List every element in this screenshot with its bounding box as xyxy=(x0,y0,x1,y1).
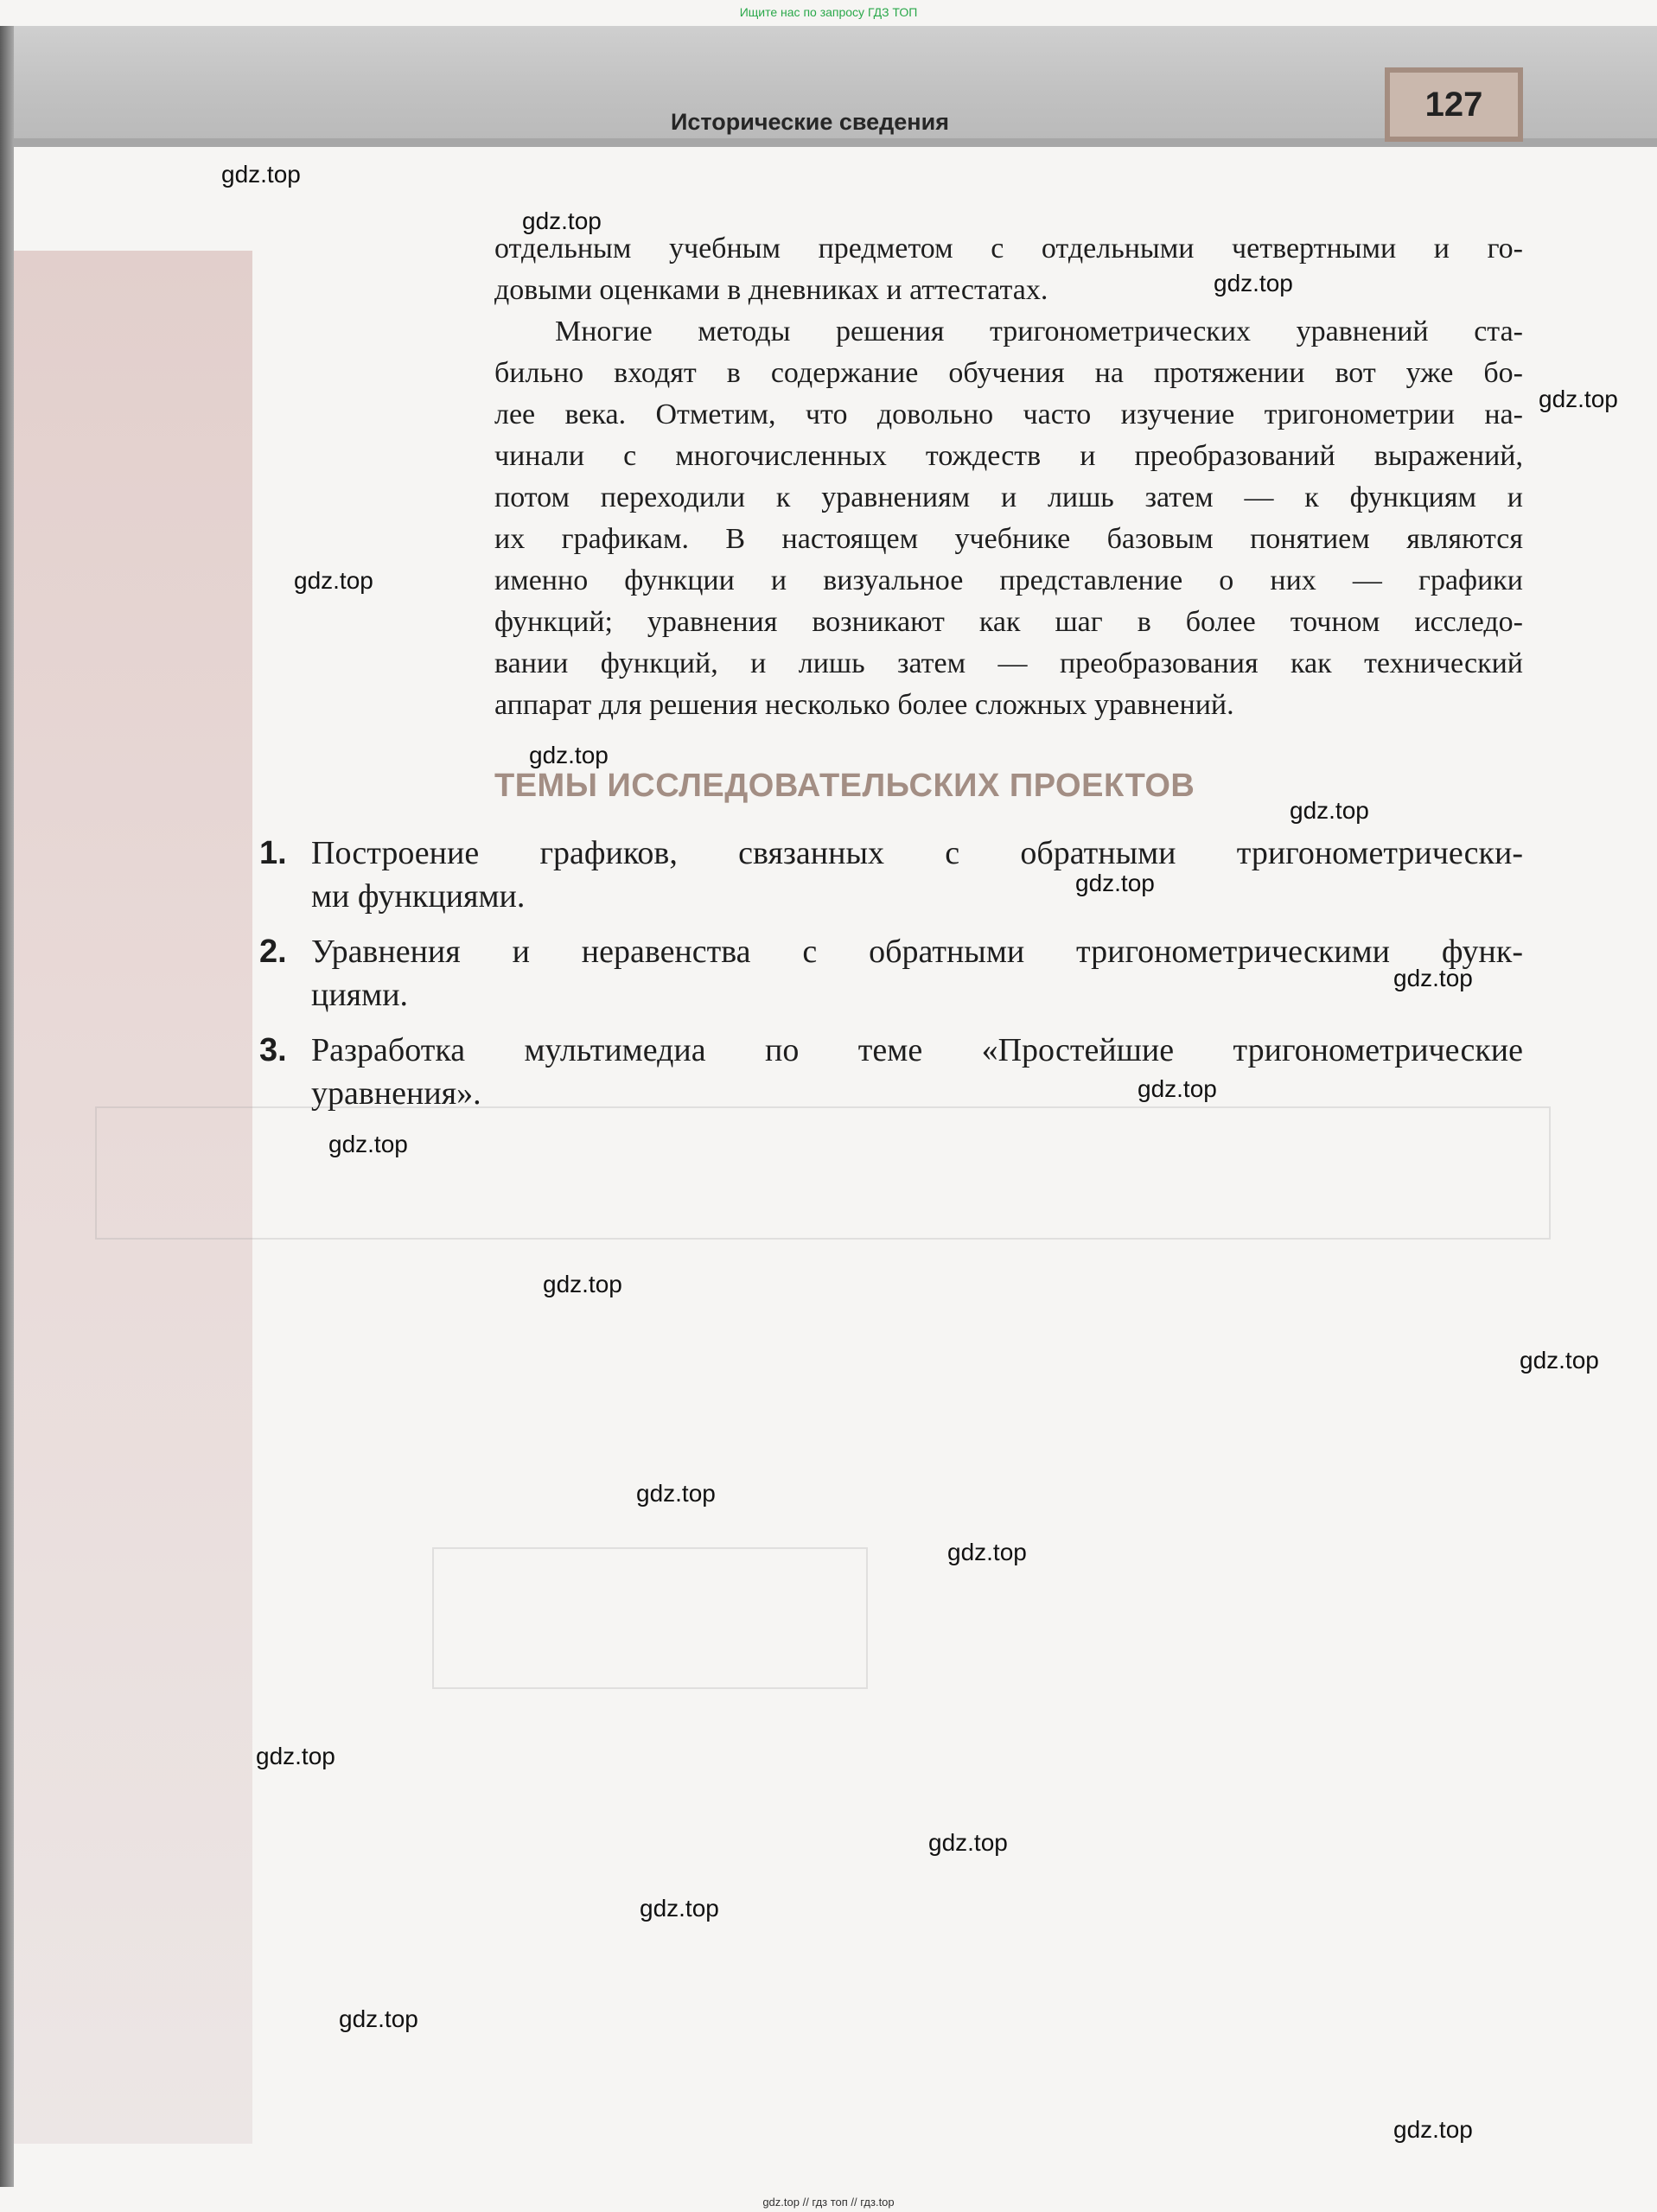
watermark: gdz.top xyxy=(339,2005,418,2032)
paragraph-line: отдельным учебным предметом с отдельными четвертными и го- xyxy=(494,233,1523,265)
watermark: gdz.top xyxy=(1520,1347,1599,1374)
topic-line: Построение графиков, связанных с обратными тригонометрически- xyxy=(311,835,1523,871)
paragraph-line: именно функции и визуальное представление о них — графики xyxy=(494,564,1523,596)
paragraph-line: довыми оценками в дневниках и аттестатах. xyxy=(494,274,1048,306)
paragraph-line: потом переходили к уравнениям и лишь затем — к функциям и xyxy=(494,481,1523,513)
paragraph-line: чинали с многочисленных тождеств и преобразований выражений, xyxy=(494,440,1523,472)
topic-line: циями. xyxy=(311,977,409,1013)
watermark: gdz.top xyxy=(947,1539,1027,1565)
paragraph-line: бильно входят в содержание обучения на протяжении вот уже бо- xyxy=(494,357,1523,389)
watermark: gdz.top xyxy=(1138,1075,1217,1102)
page-number-box xyxy=(1385,67,1523,142)
watermark: gdz.top xyxy=(294,567,373,594)
topic-text xyxy=(311,930,1523,1017)
paragraph-line: аппарат для решения несколько более сложных уравнений. xyxy=(494,689,1234,721)
watermark: gdz.top xyxy=(640,1895,719,1922)
show-through-box xyxy=(432,1547,868,1689)
watermark: gdz.top xyxy=(636,1480,716,1507)
topic-line: ми функциями. xyxy=(311,878,526,915)
topic-text xyxy=(311,832,1523,918)
watermark: gdz.top xyxy=(529,742,609,768)
watermark: gdz.top xyxy=(1393,965,1473,991)
paragraph-line: Многие методы решения тригонометрических уравнений ста- xyxy=(555,316,1523,347)
paragraph-line: лее века. Отметим, что довольно часто изучение тригонометрии на- xyxy=(494,398,1523,430)
watermark: gdz.top xyxy=(1393,2116,1473,2143)
topic-number: 2. xyxy=(259,934,287,970)
topics-heading: ТЕМЫ ИССЛЕДОВАТЕЛЬСКИХ ПРОЕКТОВ xyxy=(494,768,1195,804)
top-note: Ищите нас по запросу ГДЗ ТОП xyxy=(739,5,918,19)
watermark: gdz.top xyxy=(543,1271,622,1297)
page-binding-shadow xyxy=(0,26,14,2187)
paragraph-1 xyxy=(494,228,1523,311)
topic-item xyxy=(259,832,1523,918)
watermark: gdz.top xyxy=(1075,870,1155,896)
page-number: 127 xyxy=(1424,85,1483,124)
topic-text xyxy=(311,1029,1523,1115)
bottom-note: gdz.top // гдз топ // гдз.top xyxy=(762,2196,895,2209)
paragraph-line: вании функций, и лишь затем — преобразования как технический xyxy=(494,647,1523,679)
topic-item xyxy=(259,930,1523,1017)
paragraph-line: функций; уравнения возникают как шаг в более точном исследо- xyxy=(494,606,1523,638)
watermark: gdz.top xyxy=(522,207,602,234)
topics-list xyxy=(259,832,1523,1127)
watermark: gdz.top xyxy=(221,161,301,188)
watermark: gdz.top xyxy=(1539,386,1618,412)
watermark: gdz.top xyxy=(256,1743,335,1769)
topic-line: уравнения». xyxy=(311,1075,481,1112)
topic-line: Разработка мультимедиа по теме «Простейшие тригонометрические xyxy=(311,1032,1523,1068)
section-title: Исторические сведения xyxy=(671,109,949,135)
topic-number: 1. xyxy=(259,835,287,871)
topic-line: Уравнения и неравенства с обратными тригонометрическими функ- xyxy=(311,934,1523,970)
topic-item xyxy=(259,1029,1523,1115)
topic-number: 3. xyxy=(259,1032,287,1068)
watermark: gdz.top xyxy=(1214,270,1293,296)
watermark: gdz.top xyxy=(928,1829,1008,1856)
paragraph-2 xyxy=(494,311,1523,726)
paragraph-line: их графикам. В настоящем учебнике базовым понятием являются xyxy=(494,523,1523,555)
watermark: gdz.top xyxy=(1290,797,1369,824)
watermark: gdz.top xyxy=(328,1131,408,1157)
